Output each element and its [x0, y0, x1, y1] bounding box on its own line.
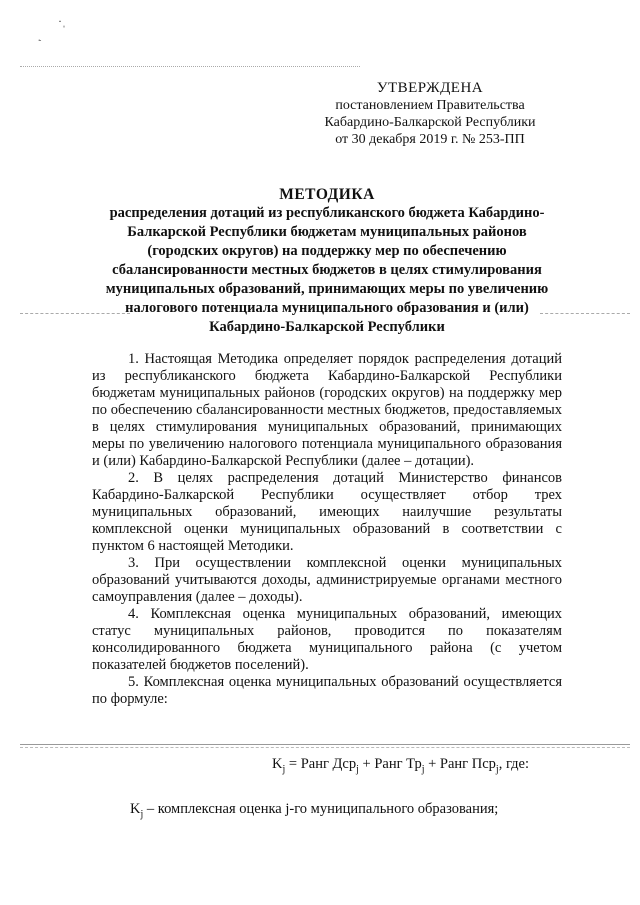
paragraph: 1. Настоящая Методика определяет порядок распределения дотаций из республиканского бюджета Кабардино-Балкарской Республики бюджетам муниципальных районов (городских округов) на поддержку мер по обеспечению сбалансированности местных бюджетов, предоставляемых в целях стимулирования муниципальных образований, принимающих меры по увеличению налогового потенциала муниципального образования и (или) Кабардино-Балкарской Республики (далее – дотации). — [92, 351, 562, 469]
approval-line: Кабардино-Балкарской Республики — [324, 115, 536, 130]
title-main: МЕТОДИКА — [279, 186, 375, 203]
formula-subscript: j — [495, 763, 499, 775]
scan-mark-icon: ·ˌ — [58, 14, 66, 28]
formula-lhs: K — [272, 756, 283, 772]
formula-definition — [130, 801, 498, 820]
approval-heading: УТВЕРЖДЕНА — [376, 80, 484, 96]
paragraph: 3. При осуществлении комплексной оценки муниципальных образований учитываются доходы, администрируемые органами местного самоуправления (далее – доходы). — [92, 555, 562, 605]
formula-tail: , где: — [498, 756, 530, 772]
formula — [272, 756, 529, 775]
definition-symbol: K — [130, 801, 141, 817]
definition-subscript: j — [140, 808, 144, 820]
formula-term: = Ранг Дср — [285, 756, 357, 772]
scan-mark-icon: ˏ — [33, 27, 43, 43]
approval-line: постановлением Правительства — [335, 98, 525, 113]
document-body — [92, 351, 562, 708]
approval-line: от 30 декабря 2019 г. № 253-ПП — [335, 132, 525, 147]
scan-fold-line — [20, 747, 630, 748]
scan-dash-line — [20, 66, 360, 67]
formula-subscript: j — [421, 763, 425, 775]
scan-fold-line — [20, 744, 630, 745]
document-title — [92, 185, 562, 337]
definition-text: – комплексная оценка j-го муниципального образования; — [143, 801, 499, 817]
paragraph: 5. Комплексная оценка муниципальных образований осуществляется по формуле: — [92, 674, 562, 707]
formula-term: + Ранг Пср — [424, 756, 496, 772]
approval-block — [300, 80, 560, 148]
formula-term: + Ранг Тр — [358, 756, 422, 772]
formula-subscript: j — [356, 763, 359, 775]
paragraph: 4. Комплексная оценка муниципальных образований, имеющих статус муниципальных районов, проводится по показателям консолидированного бюджета муниципального района (с учетом показателей бюджетов поселений). — [92, 606, 562, 673]
formula-subscript: j — [282, 763, 286, 775]
title-subtitle: распределения дотаций из республиканского бюджета Кабардино-Балкарской Республики бюджетам муниципальных районов (городских округов) на поддержку мер по обеспечению сбалансированности местных бюджетов в целях стимулирования муниципальных образований, принимающих меры по увеличению налогового потенциала муниципального образования и (или) Кабардино-Балкарской Республики — [105, 205, 549, 335]
paragraph: 2. В целях распределения дотаций Министерство финансов Кабардино-Балкарской Республики осуществляет отбор трех муниципальных образований, имеющих наилучшие результаты комплексной оценки муниципальных образований в соответствии с пунктом 6 настоящей Методики. — [92, 470, 562, 554]
